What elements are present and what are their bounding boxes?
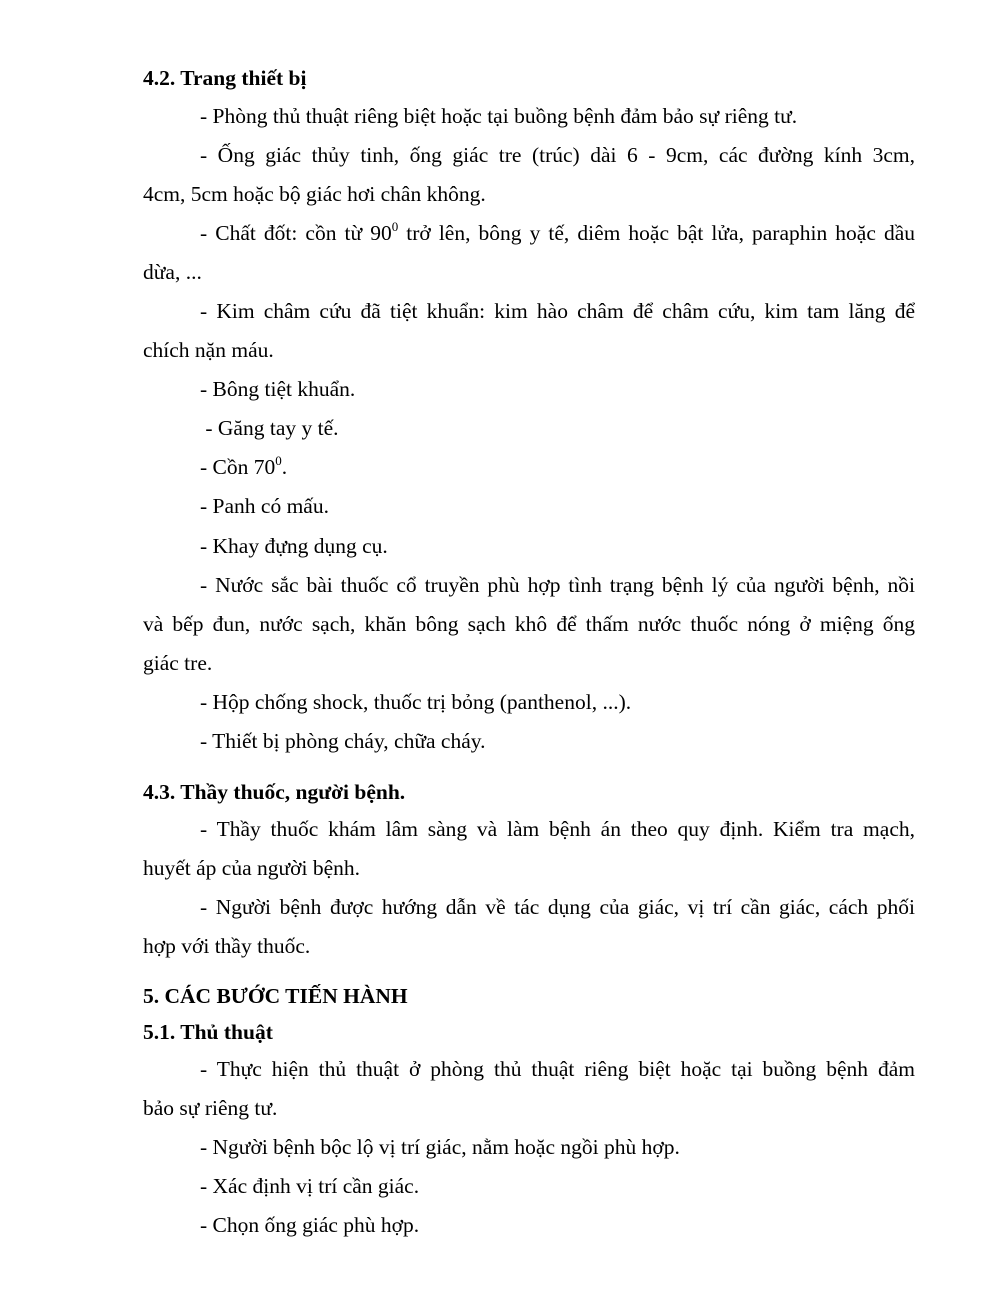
section-heading-4-3: 4.3. Thầy thuốc, người bệnh. (143, 780, 406, 804)
paragraph-line: - Thực hiện thủ thuật ở phòng thủ thuật riêng biệt hoặc tại buồng bệnh đảm (200, 1057, 915, 1081)
paragraph-line: - Thầy thuốc khám lâm sàng và làm bệnh án theo quy định. Kiểm tra mạch, (200, 817, 915, 841)
section-heading-5-1: 5.1. Thủ thuật (143, 1020, 273, 1044)
paragraph-line: - Kim châm cứu đã tiệt khuẩn: kim hào châm để châm cứu, kim tam lăng để (200, 299, 915, 323)
paragraph-line: bảo sự riêng tư. (143, 1096, 278, 1120)
paragraph-line: - Nước sắc bài thuốc cổ truyền phù hợp tình trạng bệnh lý của người bệnh, nồi (200, 573, 915, 597)
paragraph-line: - Găng tay y tế. (200, 416, 339, 440)
paragraph-line: và bếp đun, nước sạch, khăn bông sạch khô để thấm nước thuốc nóng ở miệng ống (143, 612, 915, 636)
paragraph-line: - Phòng thủ thuật riêng biệt hoặc tại buồng bệnh đảm bảo sự riêng tư. (200, 104, 798, 128)
paragraph-line: giác tre. (143, 651, 213, 675)
paragraph-line: - Panh có mấu. (200, 494, 329, 518)
paragraph-line: huyết áp của người bệnh. (143, 856, 361, 880)
paragraph-line: hợp với thầy thuốc. (143, 934, 311, 958)
superscript-degree: 0 (275, 453, 282, 468)
paragraph-line: - Người bệnh bộc lộ vị trí giác, nằm hoặc ngồi phù hợp. (200, 1135, 680, 1159)
paragraph-line: - Chất đốt: cồn từ $90^0$ trở lên, bông y tế, diêm hoặc bật lửa, paraphin hoặc dầu (200, 219, 915, 245)
paragraph-line: - Hộp chống shock, thuốc trị bỏng (panthenol, ...). (200, 690, 632, 714)
paragraph-line: - Khay đựng dụng cụ. (200, 534, 388, 558)
paragraph-line: 4cm, 5cm hoặc bộ giác hơi chân không. (143, 182, 486, 206)
paragraph-line: chích nặn máu. (143, 338, 274, 362)
paragraph-line: - Người bệnh được hướng dẫn về tác dụng của giác, vị trí cần giác, cách phối (200, 895, 915, 919)
paragraph-line: - Bông tiệt khuẩn. (200, 377, 356, 401)
superscript-degree: 0 (391, 219, 399, 234)
paragraph-line: - Xác định vị trí cần giác. (200, 1174, 420, 1198)
paragraph-line: dừa, ... (143, 260, 202, 284)
paragraph-line: - Ống giác thủy tinh, ống giác tre (trúc) dài 6 - 9cm, các đường kính 3cm, (200, 143, 915, 167)
section-heading-4-2: 4.2. Trang thiết bị (143, 66, 307, 90)
paragraph-line: - Thiết bị phòng cháy, chữa cháy. (200, 729, 486, 753)
paragraph-line: - Cồn $70^0$. (200, 453, 288, 479)
paragraph-line: - Chọn ống giác phù hợp. (200, 1213, 420, 1237)
section-heading-5: 5. CÁC BƯỚC TIẾN HÀNH (143, 984, 408, 1008)
